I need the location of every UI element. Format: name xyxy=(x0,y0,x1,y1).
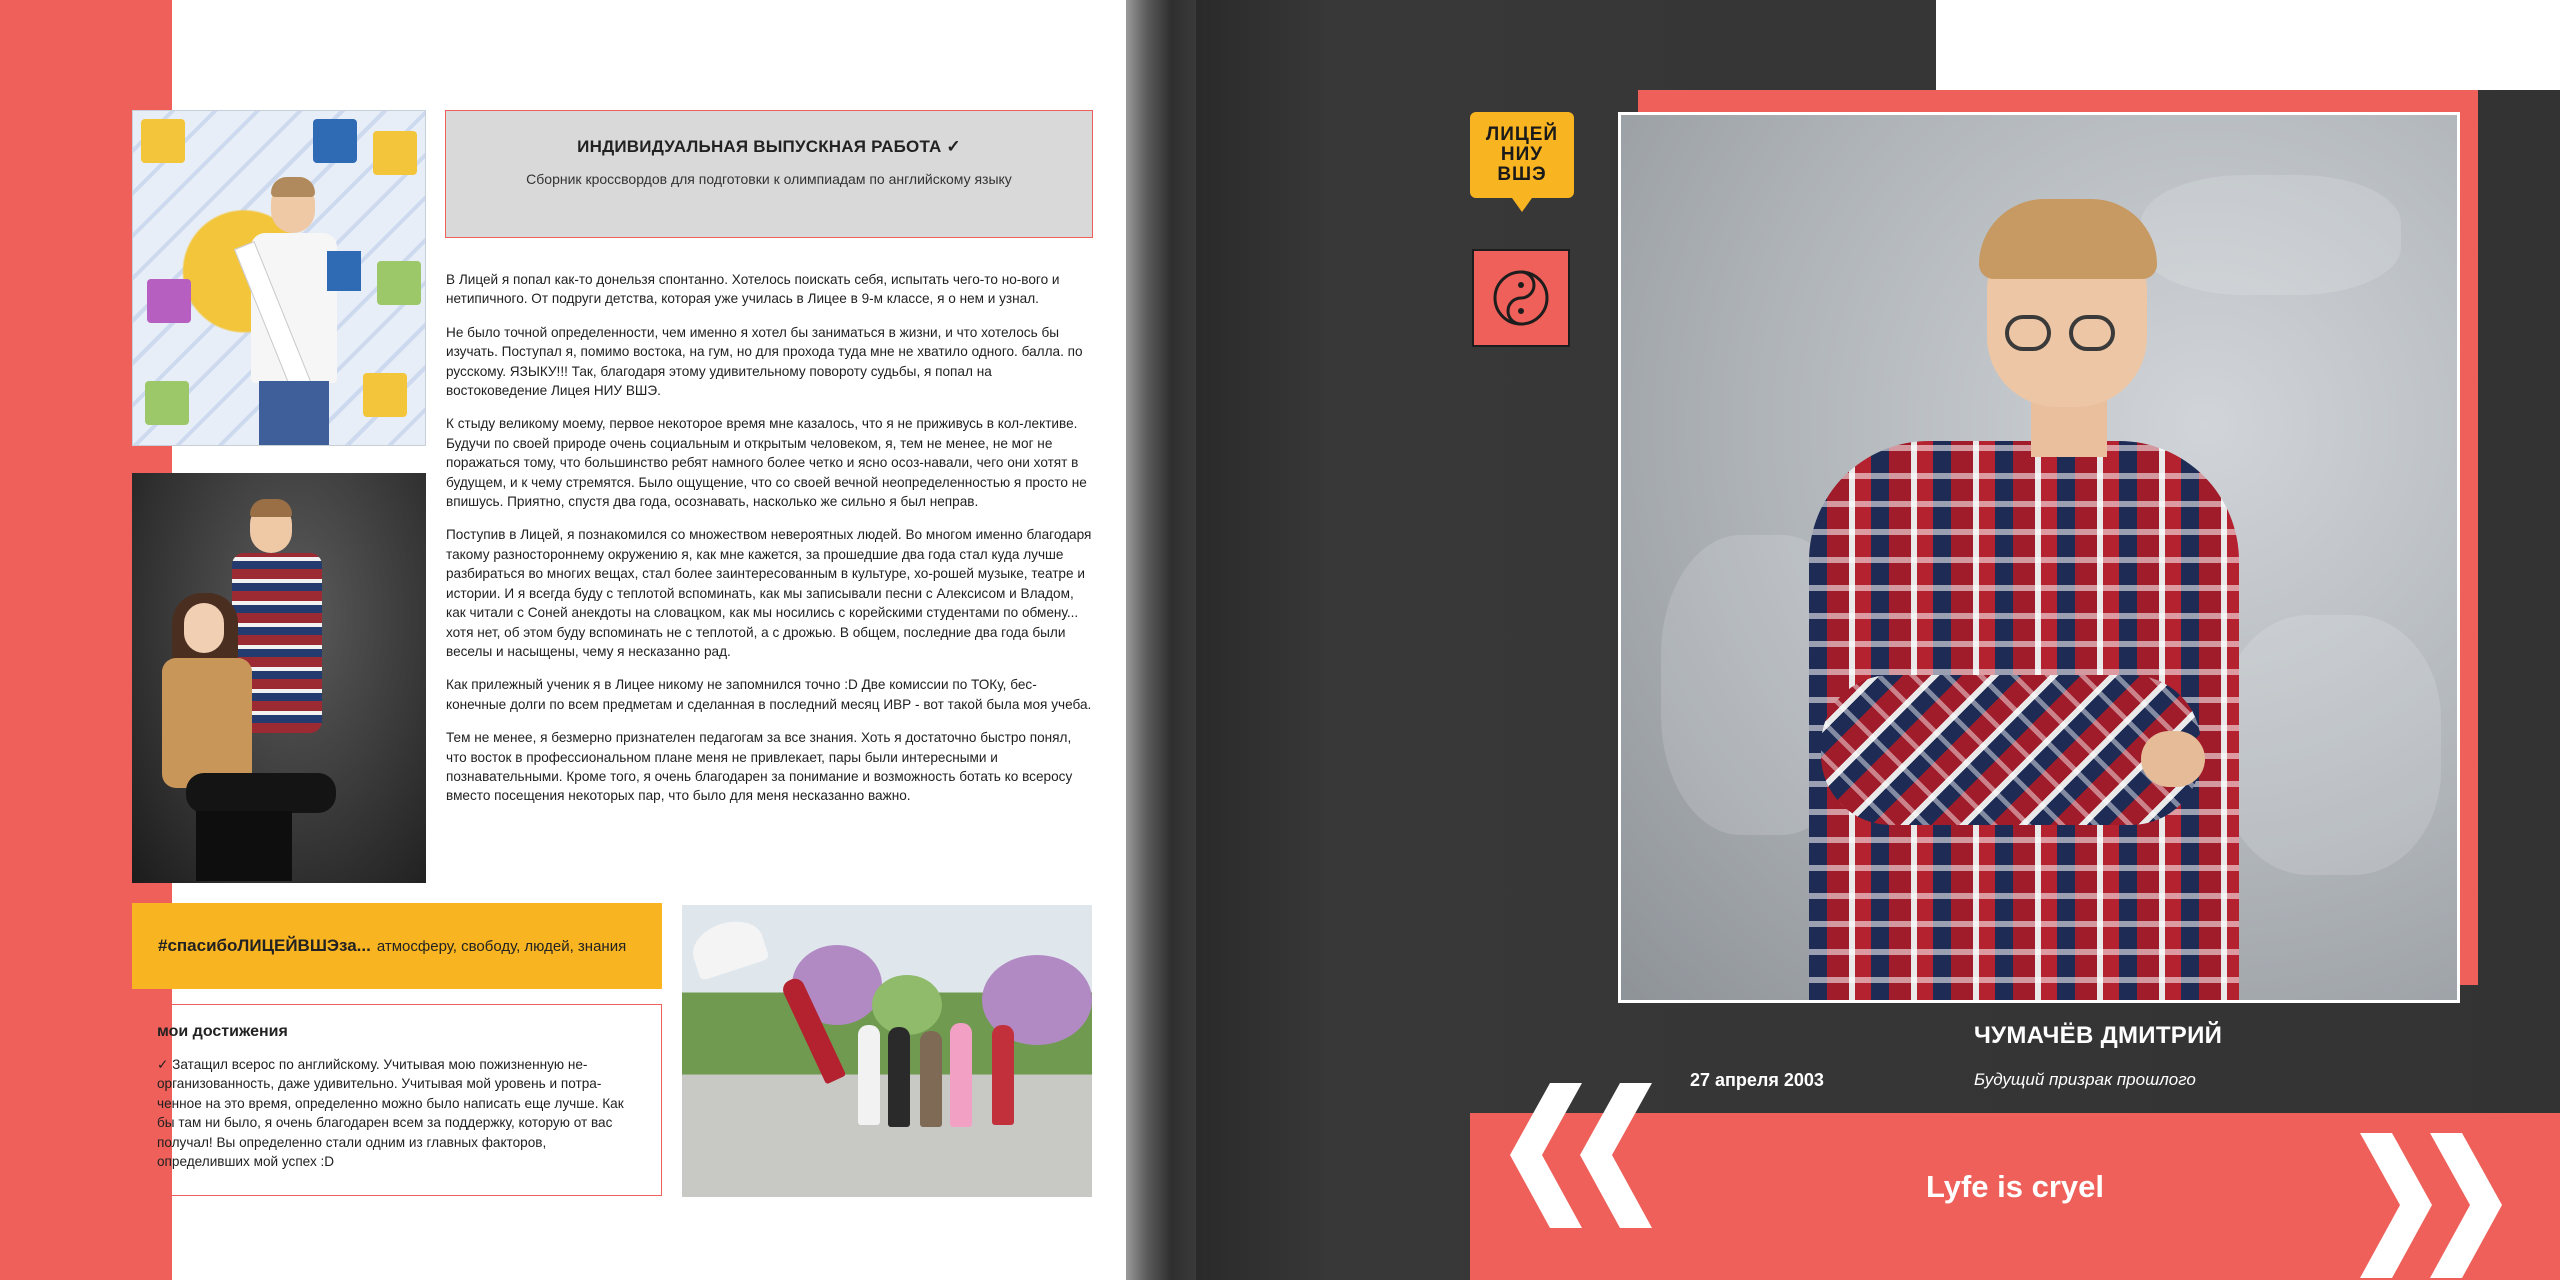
hashtag-label: #спасибоЛИЦЕЙВШЭза... xyxy=(158,936,371,955)
portrait-photo xyxy=(1621,115,2457,1000)
achievements-title: мои достижения xyxy=(157,1023,288,1040)
essay-paragraph: В Лицей я попал как-то донельзя спонтанно. Хотелось поискать себя, испытать чего-то но-вого и нетипичного. От подруги детства, которая уже училась в Лицее в 9-м классе, я о нем и узнал. xyxy=(446,272,1060,307)
logo-line: ЛИЦЕЙ xyxy=(1485,124,1559,145)
chevron-right-icon xyxy=(2360,1133,2520,1278)
essay-paragraph: Тем не менее, я безмерно признателен педагогам за все знания. Хоть я достаточно быстро понял, что восток в профессиональном плане меня не привлекает, пары были интересными и познавательными. Кроме того, я очень благодарен за понимание и возможность ботать ко всеросу вместо посещения некоторых пар, что было для меня несказанно важно. xyxy=(446,730,1073,804)
yin-yang-icon xyxy=(1492,269,1550,327)
essay-text xyxy=(446,270,1092,820)
quote-band xyxy=(1470,1113,2560,1280)
essay-paragraph: Поступив в Лицей, я познакомился со множеством невероятных людей. Во многом именно благодаря такому разностороннему окружению я, как мне кажется, за прошедшие два года стал куда лучше разбираться во многих вещах, стал более заинтересованным в культуре, хо-рошей музыке, театре и истории. И я всегда буду с теплотой вспоминать, как мы записывали песни с Алексисом и Владом, как читали с Соней анекдоты на словацком, как мы носились с корейскими студентами по обмену... хотя нет, об этом буду вспоминать не с теплотой, а с дрожью. В общем, последние два года были веселы и насыщены, чему я несказанно рад. xyxy=(446,527,1092,659)
quote-text: Lyfe is cryel xyxy=(1925,1169,2105,1204)
portrait-frame xyxy=(1618,112,2460,1003)
person-name: ЧУМАЧЁВ ДМИТРИЙ xyxy=(1974,1022,2223,1049)
hashtag-text: атмосферу, свободу, людей, знания xyxy=(376,937,627,955)
faculty-emblem xyxy=(1472,249,1570,347)
project-title: ИНДИВИДУАЛЬНАЯ ВЫПУСКНАЯ РАБОТА ✓ xyxy=(577,137,961,156)
achievements-box xyxy=(132,1004,662,1196)
lyceum-logo xyxy=(1470,112,1574,198)
achievements-text: ✓ Затащил всерос по английскому. Учитывая мою пожизненную не-организованность, даже удивительно. Учитывая мой уровень и потра-ченное на это время, определенно можно было написать еще лучше. Как бы там ни было, я очень благодарен всем за поддержку, которую от вас получал! Вы определенно стали одним из главных факторов, определивших мой успех :D xyxy=(157,1057,624,1170)
graduate-photo xyxy=(132,110,426,446)
park-photo xyxy=(682,905,1092,1197)
left-page xyxy=(0,0,1126,1280)
couple-photo xyxy=(132,473,426,883)
project-title-box xyxy=(445,110,1093,238)
logo-line: НИУ xyxy=(1500,144,1544,165)
logo-line: ВШЭ xyxy=(1497,164,1547,185)
essay-paragraph: К стыду великому моему, первое некоторое время мне казалось, что я не приживусь в кол-лективе. Будучи по своей природе очень социальным и открытым человеком, я, тем не менее, не мог не поражаться тому, что большинство ребят намного более четко и ясно осоз-навали, чего они хотят в будущем, и к чему стремятся. Было ощущение, что со своей вечной неопределенностью я просто не впишусь. Приятно, спустя два года, осознавать, насколько же сильно я был неправ. xyxy=(446,416,1087,510)
right-page xyxy=(1196,0,2560,1280)
birth-date: 27 апреля 2003 xyxy=(1690,1070,1824,1090)
essay-paragraph: Как прилежный ученик я в Лицее никому не запомнился точно :D Две комиссии по ТОКу, бес-конечные долги по всем предметам и сделанная в последний месяц ИВР - вот такой была моя учеба. xyxy=(446,677,1092,712)
project-subtitle: Сборник кроссвордов для подготовки к олимпиадам по английскому языку xyxy=(526,171,1012,187)
book-spine xyxy=(1126,0,1196,1280)
chevron-left-icon xyxy=(1510,1083,1670,1228)
essay-paragraph: Не было точной определенности, чем именно я хотел бы заниматься в жизни, и что хотелось бы изучать. Поступал я, помимо востока, на гум, но для прохода туда мне не хватило одного. балла. по русскому. ЯЗЫКУ!!! Так, благодаря этому удивительному повороту судьбы, я попал на востоковедение Лицея НИУ ВШЭ. xyxy=(446,324,1083,399)
white-corner-strip xyxy=(1936,0,2560,90)
hashtag-bar xyxy=(132,903,662,989)
person-motto: Будущий призрак прошлого xyxy=(1974,1070,2196,1089)
